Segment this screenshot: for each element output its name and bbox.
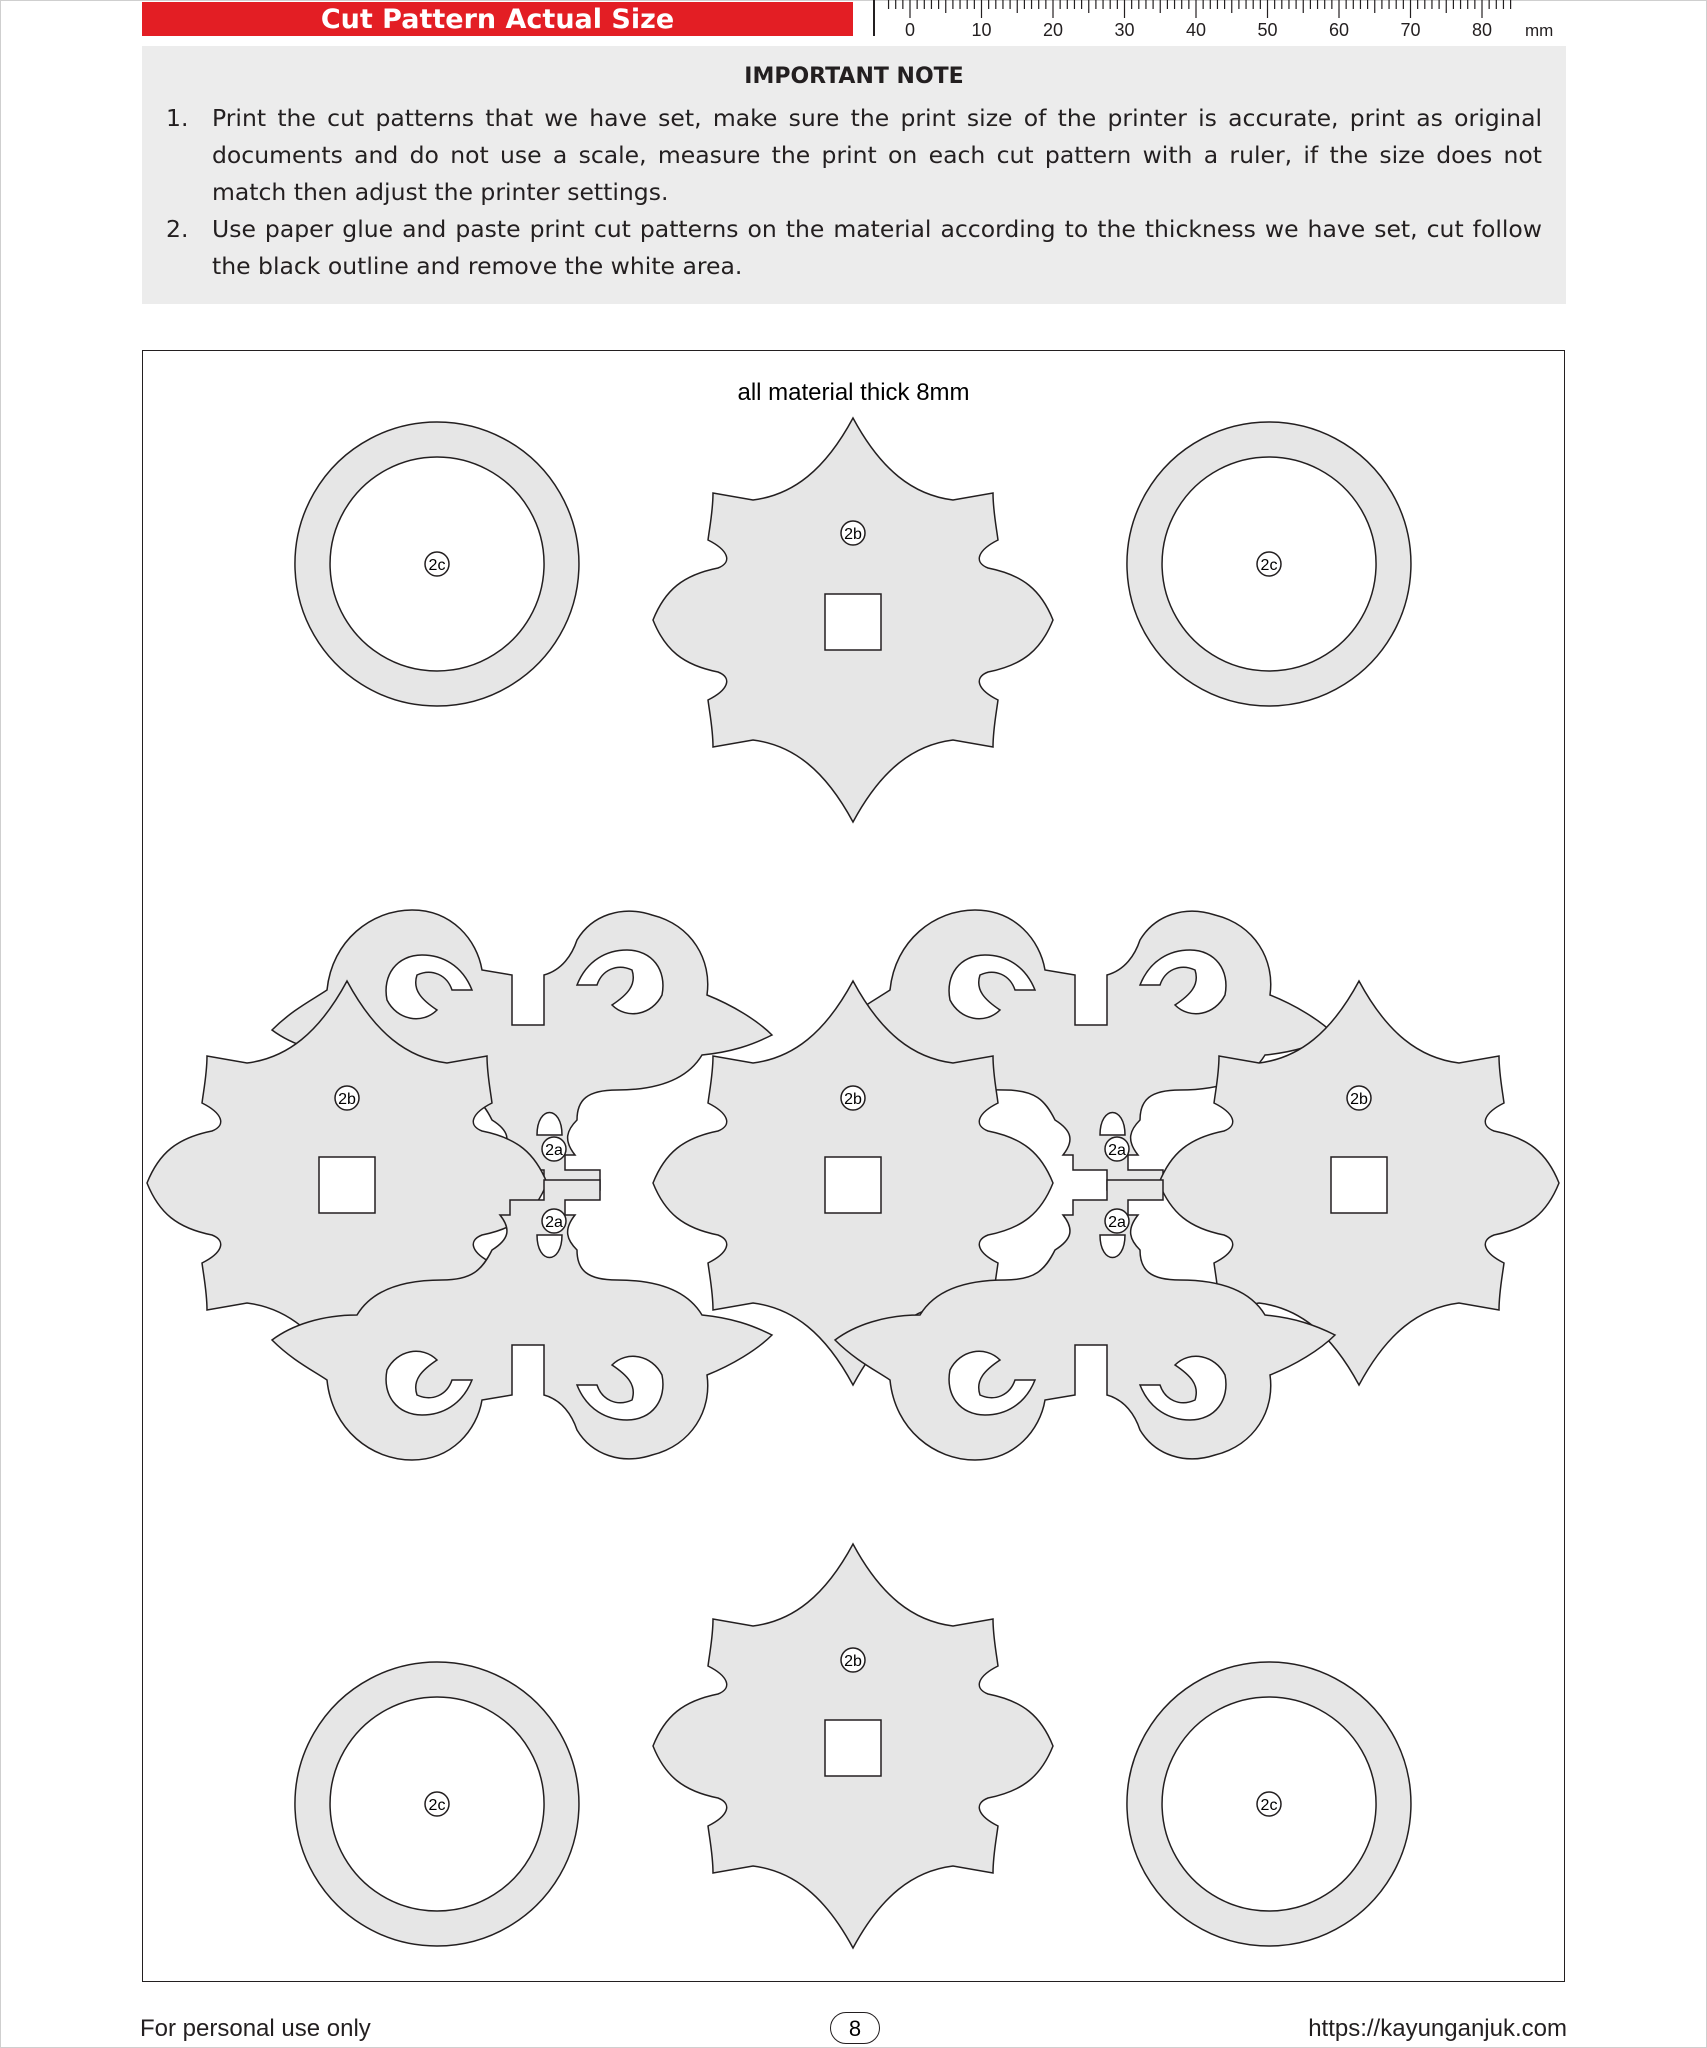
ruler-ticks bbox=[889, 0, 1511, 18]
flower-piece-2b bbox=[653, 1544, 1053, 1948]
note-title: IMPORTANT NOTE bbox=[744, 64, 964, 89]
ruler-label: 20 bbox=[1042, 20, 1064, 40]
piece-label: 2c bbox=[428, 557, 446, 574]
mm-ruler bbox=[870, 0, 1570, 44]
usage-notice: For personal use only bbox=[140, 2015, 371, 2042]
note-item-number: 1. bbox=[166, 104, 189, 132]
ruler-label: 30 bbox=[1114, 20, 1135, 40]
note-item bbox=[142, 100, 1566, 211]
ruler-label: 80 bbox=[1471, 20, 1493, 40]
piece-label: 2a bbox=[1108, 1214, 1126, 1231]
flower-piece-2b bbox=[653, 418, 1053, 822]
piece-label: 2c bbox=[1260, 1797, 1278, 1814]
ring-piece-2c bbox=[295, 422, 579, 706]
ruler-label: 70 bbox=[1400, 20, 1421, 40]
ruler-label: 40 bbox=[1185, 20, 1207, 40]
ruler-labels bbox=[905, 20, 1492, 40]
ring-piece-2c bbox=[1127, 1662, 1411, 1946]
piece-label: 2c bbox=[1260, 557, 1278, 574]
piece-label: 2c bbox=[428, 1797, 446, 1814]
note-item-number: 2. bbox=[166, 215, 189, 243]
piece-label: 2a bbox=[1108, 1142, 1126, 1159]
page-number: 8 bbox=[830, 2012, 880, 2044]
note-item-text: Use paper glue and paste print cut patterns on the material according to the thickness we have set, cut follow the black outline and remove the white area. bbox=[212, 215, 1542, 280]
website-url: https://kayunganjuk.com bbox=[1308, 2015, 1567, 2042]
note-item-text: Print the cut patterns that we have set, make sure the print size of the printer is accurate, print as original documents and do not use a scale, measure the print on each cut pattern with a ruler, if the size does not match then adjust the printer settings. bbox=[212, 104, 1542, 206]
piece-label: 2b bbox=[844, 526, 862, 543]
note-list bbox=[142, 100, 1566, 285]
ruler-label: 50 bbox=[1257, 20, 1278, 40]
ruler-label: 10 bbox=[971, 20, 992, 40]
piece-label: 2b bbox=[1350, 1091, 1368, 1108]
piece-label: 2b bbox=[844, 1091, 862, 1108]
ruler-unit: mm bbox=[1525, 21, 1554, 40]
piece-label: 2a bbox=[545, 1214, 563, 1231]
ring-piece-2c bbox=[295, 1662, 579, 1946]
piece-label: 2b bbox=[338, 1091, 356, 1108]
note-item bbox=[142, 211, 1566, 285]
ruler-label: 60 bbox=[1328, 20, 1350, 40]
piece-label: 2a bbox=[545, 1142, 563, 1159]
piece-label: 2b bbox=[844, 1653, 862, 1670]
page-title: Cut Pattern Actual Size bbox=[320, 4, 675, 35]
cut-pattern-sheet bbox=[142, 350, 1565, 1982]
important-note bbox=[142, 46, 1566, 304]
material-caption: all material thick 8mm bbox=[737, 379, 970, 406]
ring-piece-2c bbox=[1127, 422, 1411, 706]
ruler-label: 0 bbox=[904, 20, 916, 40]
title-banner bbox=[142, 2, 853, 36]
